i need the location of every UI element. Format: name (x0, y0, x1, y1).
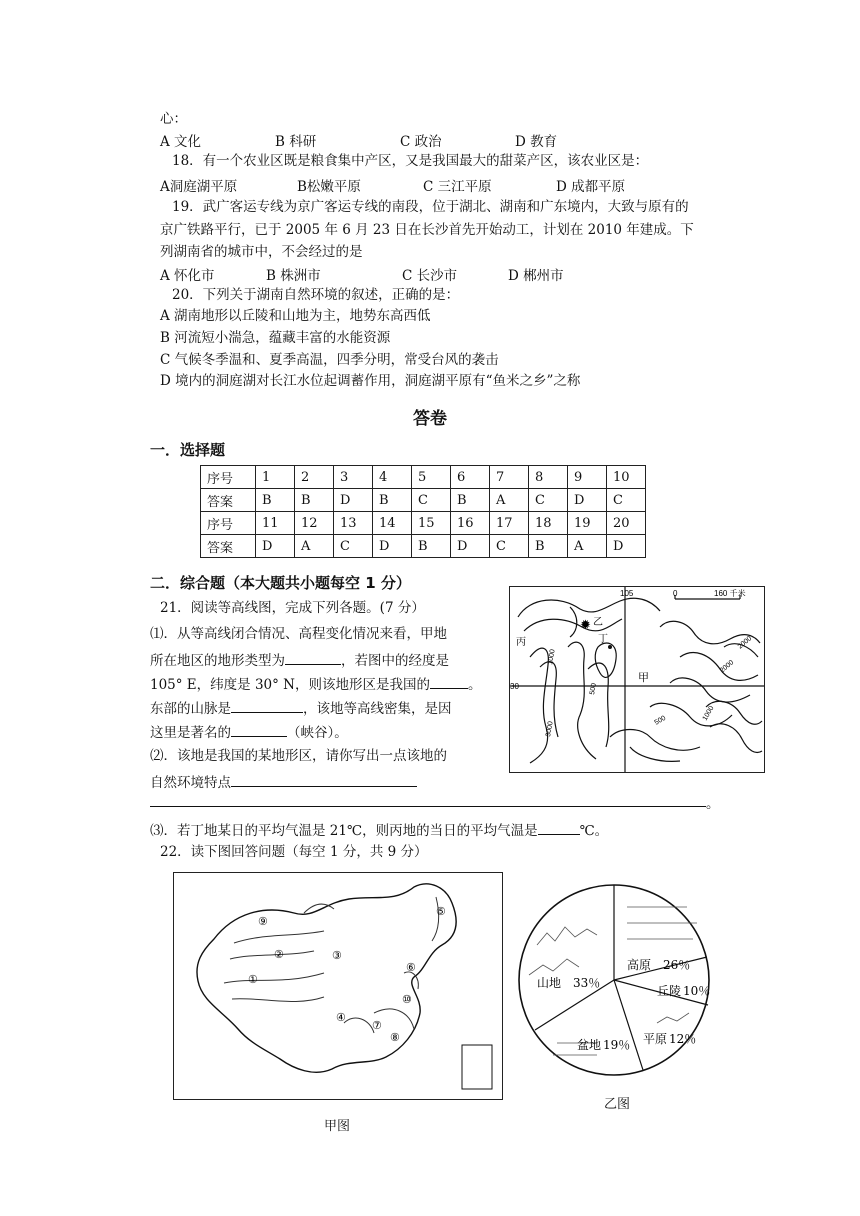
table-cell: D (607, 535, 646, 558)
q21-line-5 (150, 722, 348, 742)
yi-label: 乙 (593, 617, 603, 628)
table-cell: 4 (373, 466, 412, 489)
latitude-label: 30 (510, 682, 519, 691)
pie-label-hills: 丘陵 (657, 984, 682, 998)
q19-line-2: 京广铁路平行，已于 2005 年 6 月 23 日在长沙首先开始动工，计划在 2010 年建成。下 (160, 222, 694, 238)
pie-value-basin: 19％ (603, 1038, 631, 1052)
q18-option-a: A洞庭湖平原 (160, 179, 238, 195)
contour-label: 2000 (718, 659, 736, 675)
table-cell: C (412, 489, 451, 512)
answer-table (200, 465, 646, 558)
table-cell: B (412, 535, 451, 558)
table-cell: D (256, 535, 295, 558)
contour-label: 1000 (701, 705, 716, 722)
q21-text: 105° E，纬度是 30° N，则该地形区是我国的 (150, 677, 430, 693)
table-cell: C (490, 535, 529, 558)
contour-map (509, 586, 765, 773)
q20-option-d: D 境内的洞庭湖对长江水位起调蓄作用，洞庭湖平原有“鱼米之乡”之称 (160, 373, 581, 389)
map-number: ⑦ (372, 1019, 382, 1032)
table-cell: B (295, 489, 334, 512)
table-cell: A (568, 535, 607, 558)
q21-line-1: ⑴．从等高线闭合情况、高程变化情况来看，甲地 (150, 626, 447, 642)
q21-end-period: 。 (706, 796, 720, 812)
bing-label: 丙 (516, 637, 526, 648)
q20-option-b: B 河流短小湍急，蕴藏丰富的水能资源 (160, 330, 391, 346)
contour-label: 2000 (736, 635, 754, 651)
q21-text: ，该地等高线密集，是因 (303, 701, 452, 717)
table-cell: 14 (373, 512, 412, 535)
table-cell: 7 (490, 466, 529, 489)
map-number: ⑨ (258, 915, 268, 928)
answer-sheet-title: 答卷 (413, 409, 447, 429)
table-row (201, 512, 646, 535)
q21-line-6: ⑵．该地是我国的某地形区，请你写出一点该地的 (150, 748, 447, 764)
table-cell: B (256, 489, 295, 512)
pie-label-basin: 盆地 (577, 1038, 602, 1052)
terrain-pie (517, 883, 711, 1077)
table-cell: D (334, 489, 373, 512)
ding-label: 丁 (598, 634, 608, 645)
contour-label: 500 (653, 714, 668, 727)
q21-text: ⑶．若丁地某日的平均气温是 21℃，则丙地的当日的平均气温是 (150, 823, 538, 839)
map-number: ⑧ (390, 1031, 400, 1044)
q21-text: （峡谷）。 (287, 725, 348, 741)
table-row (201, 489, 646, 512)
china-map-drawing (174, 873, 502, 1099)
table-cell: B (451, 489, 490, 512)
pie-caption: 乙图 (604, 1097, 631, 1112)
answer-blank[interactable] (231, 772, 417, 787)
answer-blank[interactable] (285, 650, 341, 665)
answer-blank-long[interactable] (150, 806, 706, 807)
q18-option-c: C 三江平原 (423, 179, 492, 195)
pie-value-plateau: 26％ (663, 958, 691, 972)
table-cell: 11 (256, 512, 295, 535)
sun-icon: ✹ (580, 618, 591, 633)
table-cell: 6 (451, 466, 490, 489)
q20-option-c: C 气候冬季温和、夏季高温，四季分明，常受台风的袭击 (160, 352, 499, 368)
section-comprehensive-heading: 二．综合题（本大题共小题每空 1 分） (150, 574, 411, 592)
answer-blank[interactable] (231, 722, 287, 737)
q17-option-a: A 文化 (160, 134, 202, 150)
map-number: ⑥ (406, 961, 416, 974)
q21-text: 。 (468, 677, 482, 693)
table-cell: A (295, 535, 334, 558)
q22-stem: 22．读下图回答问题（每空 1 分，共 9 分） (160, 844, 428, 860)
table-cell: 13 (334, 512, 373, 535)
q21-line-7 (150, 772, 417, 792)
q18-option-d: D 成都平原 (556, 179, 626, 195)
contour-label: 1000 (547, 648, 557, 666)
map-number: ② (274, 948, 284, 961)
table-cell: 16 (451, 512, 490, 535)
q21-stem: 21．阅读等高线图，完成下列各题。(7 分） (160, 600, 425, 616)
pie-label-mountains: 山地 (537, 976, 562, 990)
q21-text: ℃。 (579, 823, 609, 839)
table-cell: 19 (568, 512, 607, 535)
terrain-pie-drawing (517, 883, 711, 1077)
china-map-caption: 甲图 (324, 1119, 351, 1134)
table-cell: 9 (568, 466, 607, 489)
pie-label-plateau: 高原 (627, 958, 652, 972)
contour-label: 3000 (545, 720, 555, 738)
table-cell: 5 (412, 466, 451, 489)
q21-line-8 (150, 820, 608, 840)
contour-label: 500 (589, 682, 598, 696)
q17-tail: 心： (160, 111, 187, 127)
q21-text: 这里是著名的 (150, 725, 231, 741)
table-cell: 答案 (201, 489, 256, 512)
pie-value-mountains: 33％ (573, 976, 601, 990)
answer-blank[interactable] (430, 674, 468, 689)
table-cell: 8 (529, 466, 568, 489)
table-cell: 20 (607, 512, 646, 535)
pie-label-plain: 平原 (643, 1032, 668, 1046)
q21-text: ，若图中的经度是 (341, 653, 449, 669)
q17-option-b: B 科研 (275, 134, 317, 150)
map-number: ⑤ (436, 905, 446, 918)
table-cell: D (451, 535, 490, 558)
q21-line-4 (150, 698, 452, 718)
table-cell: 17 (490, 512, 529, 535)
table-cell: 10 (607, 466, 646, 489)
table-cell: 3 (334, 466, 373, 489)
scale-end-label: 160 千米 (714, 589, 746, 598)
q20-option-a: A 湖南地形以丘陵和山地为主，地势东高西低 (160, 308, 431, 324)
q19-option-a: A 怀化市 (160, 268, 215, 284)
table-cell: 序号 (201, 466, 256, 489)
contour-map-drawing (510, 587, 764, 772)
table-cell: 1 (256, 466, 295, 489)
table-cell: B (529, 535, 568, 558)
longitude-label: 105 (620, 589, 634, 598)
q19-line-3: 列湖南省的城市中，不会经过的是 (160, 244, 363, 260)
q18-option-b: B松嫩平原 (297, 179, 361, 195)
q21-line-3 (150, 674, 482, 694)
table-cell: A (490, 489, 529, 512)
scale-zero-label: 0 (673, 589, 678, 598)
q21-text: 东部的山脉是 (150, 701, 231, 717)
q19-option-b: B 株洲市 (266, 268, 321, 284)
table-cell: D (568, 489, 607, 512)
q19-option-d: D 郴州市 (508, 268, 564, 284)
pie-value-plain: 12％ (669, 1032, 697, 1046)
point-marker (608, 645, 612, 649)
section-choice-heading: 一．选择题 (150, 441, 226, 459)
answer-blank[interactable] (538, 820, 580, 835)
table-cell: 12 (295, 512, 334, 535)
table-cell: 答案 (201, 535, 256, 558)
q18-stem: 18．有一个农业区既是粮食集中产区，又是我国最大的甜菜产区，该农业区是： (172, 153, 649, 169)
table-cell: 2 (295, 466, 334, 489)
q17-option-d: D 教育 (515, 134, 558, 150)
map-number: ① (248, 973, 258, 986)
q17-option-c: C 政治 (400, 134, 442, 150)
table-cell: 15 (412, 512, 451, 535)
map-number: ④ (336, 1011, 346, 1024)
map-number: ⑩ (402, 993, 412, 1006)
q21-text: 所在地区的地形类型为 (150, 653, 285, 669)
table-row (201, 535, 646, 558)
map-number: ③ (332, 949, 342, 962)
jia-label: 甲 (638, 672, 649, 684)
q21-line-2 (150, 650, 449, 670)
answer-blank[interactable] (231, 698, 303, 713)
q21-text: 自然环境特点 (150, 775, 231, 791)
table-cell: D (373, 535, 412, 558)
q19-option-c: C 长沙市 (402, 268, 458, 284)
table-cell: C (607, 489, 646, 512)
table-cell: B (373, 489, 412, 512)
china-map (173, 872, 503, 1100)
table-cell: C (529, 489, 568, 512)
table-cell: 18 (529, 512, 568, 535)
table-cell: 序号 (201, 512, 256, 535)
q19-line-1: 19．武广客运专线为京广客运专线的南段，位于湖北、湖南和广东境内，大致与原有的 (172, 199, 689, 215)
table-cell: C (334, 535, 373, 558)
pie-value-hills: 10％ (683, 984, 711, 998)
table-row (201, 466, 646, 489)
q20-stem: 20．下列关于湖南自然环境的叙述，正确的是： (172, 287, 460, 303)
